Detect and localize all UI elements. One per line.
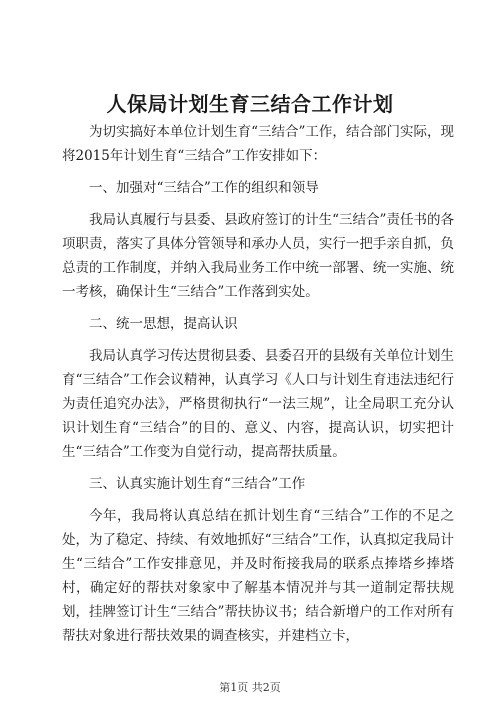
intro-paragraph: 为切实搞好本单位计划生育“三结合”工作，结合部门实际，现将2015年计划生育“三结合”工作安排如下：	[62, 124, 454, 164]
document-title: 人保局计划生育三结合工作计划	[106, 92, 394, 116]
section-paragraph-3: 今年，我局将认真总结在抓计划生育“三结合”工作的不足之处，为了稳定、持续、有效地抓好“三结合”工作，认真拟定我局计生“三结合”工作安排意见，并及时衔接我局的联系点捧塔乡捧塔村，确定好的帮扶对象家中了解基本情况并与其一道制定帮扶规划，挂牌签订计生“三结合”帮扶协议书；结合新增户的工作对所有帮扶对象进行帮扶效果的调查核实，并建档立卡，	[62, 508, 454, 644]
section-heading-1: 一、加强对“三结合”工作的组织和领导	[89, 180, 319, 196]
section-paragraph-2: 我局认真学习传达贯彻县委、县委召开的县级有关单位计划生育“三结合”工作会议精神，认真学习《人口与计划生育违法违纪行为责任追究办法》，严格贯彻执行“一法三规”，让全局职工充分认识计划生育“三结合”的目的、意义、内容，提高认识，切实把计生“三结合”工作变为自觉行动，提高帮扶质量。	[62, 348, 454, 460]
section-paragraph-1: 我局认真履行与县委、县政府签订的计生“三结合”责任书的各项职责，落实了具体分管领导和承办人员，实行一把手亲自抓，负总责的工作制度，并纳入我局业务工作中统一部署、统一实施、统一考核，确保计生“三结合”工作落到实处。	[62, 212, 454, 300]
section-heading-3: 三、认真实施计划生育“三结合”工作	[89, 476, 306, 492]
page-number-footer: 第1页 共2页	[219, 681, 281, 694]
section-heading-2: 二、统一思想，提高认识	[89, 316, 238, 332]
document-body	[62, 120, 454, 648]
